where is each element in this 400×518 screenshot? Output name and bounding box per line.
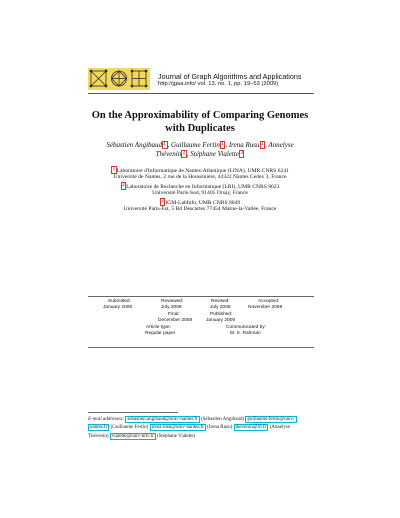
footnote-rule (88, 412, 178, 413)
header-divider (88, 93, 314, 94)
jgaa-logo-icon (88, 68, 150, 90)
email-link[interactable]: irena.rusu@univ-nantes.fr (151, 425, 204, 431)
affil-marker: 1 (112, 167, 116, 172)
authors-line-1: Sébastien Angibaud 1 , Guillaume Fertin 1 , Irena Rusu 1 , Annelyse (106, 141, 294, 149)
submission-bottom-rule (88, 347, 314, 348)
author-name: Thévenin (155, 150, 182, 158)
final-date: December 2008 (158, 318, 193, 323)
communicated-label: Communicated by: (226, 325, 266, 330)
submitted-date: January 2008 (103, 305, 133, 310)
authors-line-2: Thévenin 2 , Stéphane Vialette 3 (155, 150, 243, 158)
revised-date: July 2008 (210, 305, 231, 310)
affil-marker: 2 (122, 183, 125, 188)
author-name: Guillaume Fertin (171, 141, 220, 149)
accepted-date: November 2008 (248, 305, 283, 310)
communicated-by: M. S. Rahman (230, 331, 261, 336)
submitted-label: Submitted: (108, 299, 131, 304)
email-footnote: E-mail addresses: sebastien.angibaud@univ-nantes.fr (Sébastien Angibaud) guillaume.fertin@univ- nantes.fr (Guillaume Fertin) irena.rusu@univ-nantes.fr (Irena Rusu) thevenin@lri.fr (Annelyse Thévenin) vialette@univ-mlv.fr (Stéphane Vialette) (88, 417, 295, 439)
published-label: Published: (210, 312, 233, 317)
email-link[interactable]: nantes.fr (90, 425, 108, 431)
published-date: January 2009 (206, 318, 236, 323)
author-name: Irena Rusu (228, 141, 260, 149)
author-name: Sébastien Angibaud (106, 141, 163, 149)
email-link[interactable]: guillaume.fertin@univ- (247, 417, 295, 422)
journal-name: Journal of Graph Algorithms and Applications (158, 72, 302, 81)
author-name: Stéphane Vialette (190, 150, 239, 158)
email-link[interactable]: vialette@univ-mlv.fr (111, 433, 154, 439)
journal-citation: http://jgaa.info/ vol. 13, no. 1, pp. 19–53 (2009) (158, 81, 279, 87)
reviewed-label: Reviewed: (161, 299, 184, 304)
author-affil-link[interactable]: 3 (240, 151, 243, 156)
author-name: Annelyse (268, 141, 294, 149)
article-type: Regular paper (145, 331, 176, 336)
affil-marker: 3 (161, 199, 164, 204)
author-affil-link[interactable]: 1 (261, 142, 264, 147)
author-affil-link[interactable]: 1 (163, 142, 167, 147)
accepted-label: Accepted: (258, 299, 280, 304)
paper-title-line-1: On the Approximability of Comparing Genomes (91, 110, 309, 121)
article-type-label: Article type: (146, 325, 172, 330)
revised-label: Revised: (211, 299, 230, 304)
affiliation-1: 1 Laboratoire d'Informatique de Nantes-Atlantique (LINA), UMR CNRS 6241 Université de Nantes, 2 rue de la Houssinière, 44322 Nantes Cedex 3, France (112, 167, 289, 180)
email-label: E-mail addresses: (88, 417, 125, 422)
author-affil-link[interactable]: 2 (182, 151, 186, 156)
submission-top-rule (88, 296, 314, 297)
submission-table (88, 299, 314, 347)
author-affil-link[interactable]: 1 (221, 142, 224, 147)
reviewed-date: July 2008 (161, 305, 182, 310)
paper-title-line-2: with Duplicates (165, 123, 235, 134)
affiliation-2: 2 Laboratoire de Recherche en Informatique (LRI), UMR CNRS 8623 Université Paris-Sud, 91405 Orsay, France (122, 183, 280, 196)
final-label: Final: (168, 312, 180, 317)
email-link[interactable]: sebastien.angibaud@univ-nantes.fr (127, 417, 198, 422)
affiliation-3: 3 IGM-LabInfo, UMR CNRS 8049 Université Paris-Est, 5 Bd Descartes 77454 Marne-la-Vallée, France (123, 199, 277, 212)
email-link[interactable]: thevenin@lri.fr (235, 425, 267, 431)
